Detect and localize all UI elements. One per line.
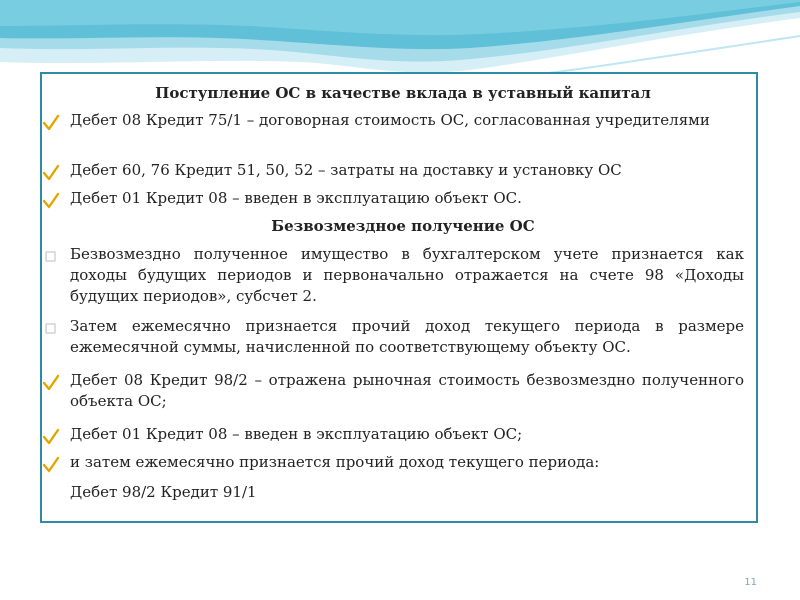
square-outline-icon	[42, 248, 60, 266]
list-item: Дебет 60, 76 Кредит 51, 50, 52 – затраты на доставку и установку ОС	[70, 161, 622, 179]
check-icon	[42, 164, 60, 182]
check-icon	[42, 428, 60, 446]
section-heading-free-receipt: Безвозмездное получение ОС	[271, 217, 535, 235]
list-item-entry: Дебет 98/2 Кредит 91/1	[70, 483, 257, 501]
check-icon	[42, 114, 60, 132]
list-item: Дебет 01 Кредит 08 – введен в эксплуатацию объект ОС;	[70, 425, 523, 443]
list-item: Дебет 08 Кредит 75/1 – договорная стоимость ОС, согласованная учредителями	[70, 111, 710, 129]
square-outline-icon	[42, 320, 60, 338]
list-item: Безвозмездно полученное имущество в бухгалтерском учете признается как доходы будущих периодов и первоначально отражается на счете 98 «Доходы будущих периодов», субсчет 2.	[70, 245, 744, 305]
check-icon	[42, 192, 60, 210]
list-item: Дебет 01 Кредит 08 – введен в эксплуатацию объект ОС.	[70, 189, 522, 207]
check-icon	[42, 374, 60, 392]
slide-number: 11	[744, 577, 757, 588]
list-item: Дебет 08 Кредит 98/2 – отражена рыночная стоимость безвозмездно полученного объекта ОС;	[70, 371, 744, 410]
list-item: Затем ежемесячно признается прочий доход текущего периода в размере ежемесячной суммы, начисленной по соответствующему объекту ОС.	[70, 317, 744, 356]
section-heading-contribution: Поступление ОС в качестве вклада в уставный капитал	[155, 84, 651, 102]
check-icon	[42, 456, 60, 474]
list-item: и затем ежемесячно признается прочий доход текущего периода:	[70, 453, 600, 471]
